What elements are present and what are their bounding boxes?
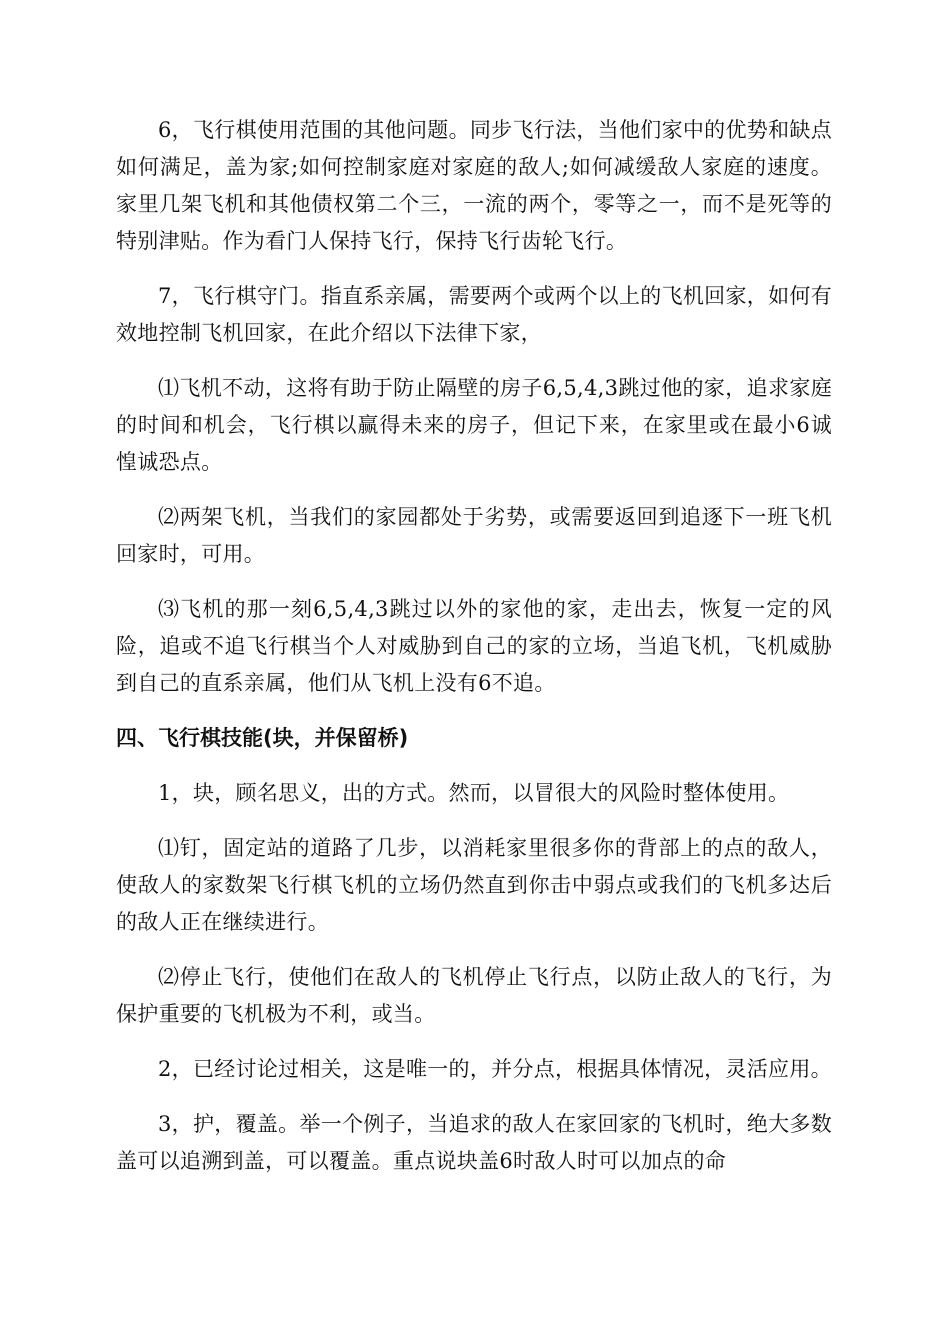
paragraph-1-item-1: ⑴钉，固定站的道路了几步，以消耗家里很多你的背部上的点的敌人，使敌人的家数架飞行棋飞机的立场仍然直到你击中弱点或我们的飞机多达后的敌人正在继续进行。	[116, 836, 832, 934]
paragraph-3-cover: 3，护，覆盖。举一个例子，当追求的敌人在家回家的飞机时，绝大多数盖可以追溯到盖，可以覆盖。重点说块盖6时敌人时可以加点的命	[116, 1112, 832, 1173]
document-body	[116, 112, 832, 1198]
paragraph-2-related: 2，已经讨论过相关，这是唯一的，并分点，根据具体情况，灵活应用。	[158, 1057, 832, 1081]
paragraph-1-block: 1，块，顾名思义，出的方式。然而，以冒很大的风险时整体使用。	[158, 781, 790, 805]
paragraph-6-other-issues: 6，飞行棋使用范围的其他问题。同步飞行法，当他们家中的优势和缺点如何满足，盖为家;如何控制家庭对家庭的敌人;如何减缓敌人家庭的速度。家里几架飞机和其他债权第二个三，一流的两个，零等之一，而不是死等的特别津贴。作为看门人保持飞行，保持飞行齿轮飞行。	[116, 118, 832, 253]
paragraph-7-item-2: ⑵两架飞机，当我们的家园都处于劣势，或需要返回到追逐下一班飞机回家时，可用。	[116, 505, 832, 566]
paragraph-7-goalkeeping: 7，飞行棋守门。指直系亲属，需要两个或两个以上的飞机回家，如何有效地控制飞机回家，在此介绍以下法律下家，	[116, 284, 832, 345]
paragraph-1-item-2: ⑵停止飞行，使他们在敌人的飞机停止飞行点，以防止敌人的飞行，为保护重要的飞机极为不利，或当。	[116, 965, 832, 1026]
paragraph-7-item-3: ⑶飞机的那一刻6,5,4,3跳过以外的家他的家，走出去，恢复一定的风险，追或不追飞行棋当个人对威胁到自己的家的立场，当追飞机，飞机威胁到自己的直系亲属，他们从飞机上没有6不追。	[116, 597, 832, 695]
section-heading-4: 四、飞行棋技能(块，并保留桥)	[116, 726, 409, 750]
paragraph-7-item-1: ⑴飞机不动，这将有助于防止隔壁的房子6,5,4,3跳过他的家，追求家庭的时间和机会，飞行棋以赢得未来的房子，但记下来，在家里或在最小6诚惶诚恐点。	[116, 376, 832, 474]
